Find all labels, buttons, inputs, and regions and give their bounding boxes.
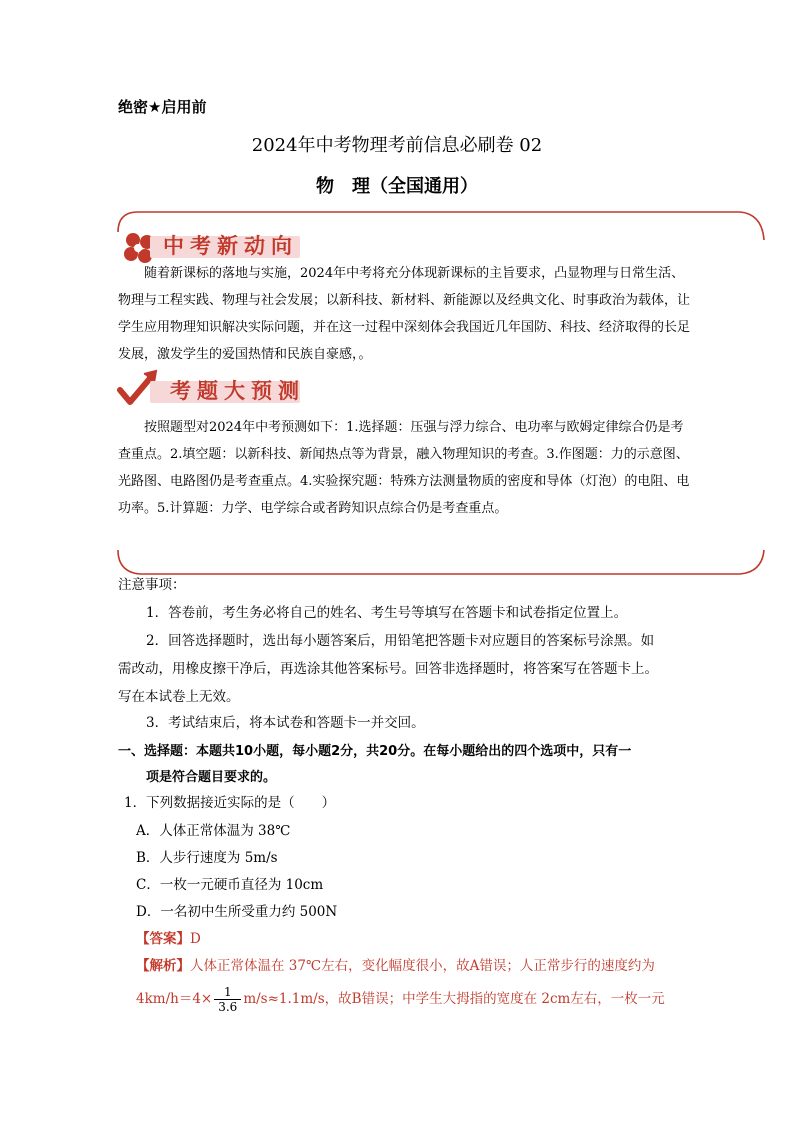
question1-analysis-line1 — [136, 953, 655, 980]
question1-answer — [136, 926, 201, 953]
notes-heading: 注意事项： — [118, 577, 186, 593]
section1-title: 中考新动向 — [163, 234, 298, 258]
notes-item-2-line1: 2．回答选择题时，选出每小题答案后，用铅笔把答题卡对应题目的答案标号涂黑。如 — [146, 633, 655, 649]
analysis-text-2b: m/s≈1.1m/s，故B错误；中学生大拇指的宽度在 2cm左右，一枚一元 — [243, 991, 665, 1007]
question1-option-a: A．人体正常体温为 38℃ — [136, 823, 291, 839]
page-subtitle: 物 理（全国通用） — [316, 176, 478, 197]
fraction-denominator: 3.6 — [218, 1000, 238, 1014]
question1-option-c: C．一枚一元硬币直径为 10cm — [136, 877, 324, 893]
question1-option-b: B．人步行速度为 5m/s — [136, 850, 278, 866]
question1-analysis-line2 — [136, 985, 665, 1014]
answer-value: D — [190, 931, 201, 947]
question1-stem: 1．下列数据接近实际的是（ ） — [124, 795, 336, 811]
page-title: 2024年中考物理考前信息必刷卷 02 — [251, 135, 543, 156]
section-heading-line2: 项是符合题目要求的。 — [146, 770, 277, 785]
analysis-text-2a: 4km/h＝4× — [136, 991, 213, 1007]
answer-label: 【答案】 — [136, 931, 190, 947]
analysis-text-1: 人体正常体温在 37℃左右，变化幅度很小，故A错误；人正常步行的速度约为 — [190, 958, 655, 974]
notes-item-1: 1．答卷前，考生务必将自己的姓名、考生号等填写在答题卡和试卷指定位置上。 — [146, 605, 628, 621]
section2-title: 考题大预测 — [170, 379, 305, 403]
notes-item-2-line3: 写在本试卷上无效。 — [118, 689, 240, 705]
fraction-numerator: 1 — [214, 985, 241, 1000]
fraction — [214, 985, 241, 1014]
section2-text: 按照题型对2024年中考预测如下：1.选择题：压强与浮力综合、电功率与欧姆定律综合仍是考查重点。2.填空题：以新科技、新闻热点等为背景，融入物理知识的考查。3.作图题：力的示意图、光路图、电路图仍是考查重点。4.实验探究题：特殊方法测量物质的密度和导体（灯泡）的电阻、电功率。5.计算题：力学、电学综合或者跨知识点综合仍是考查重点。 — [118, 420, 690, 516]
confidential-label: 绝密★启用前 — [118, 98, 207, 116]
notes-item-3: 3．考试结束后，将本试卷和答题卡一并交回。 — [146, 715, 425, 731]
section-heading-line1: 一、选择题：本题共10小题，每小题2分，共20分。在每小题给出的四个选项中，只有一 — [118, 744, 632, 759]
notes-item-2-line2: 需改动，用橡皮擦干净后，再选涂其他答案标号。回答非选择题时，将答案写在答题卡上。 — [118, 661, 658, 677]
section1-text: 随着新课标的落地与实施，2024年中考将充分体现新课标的主旨要求，凸显物理与日常生活、物理与工程实践、物理与社会发展；以新科技、新材料、新能源以及经典文化、时事政治为载体，让学生应用物理知识解决实际问题，并在这一过程中深刻体会我国近几年国防、科技、经济取得的长足发展，激发学生的爱国热情和民族自豪感，。 — [118, 266, 691, 362]
analysis-label: 【解析】 — [136, 958, 190, 974]
question1-option-d: D．一名初中生所受重力约 500N — [136, 904, 338, 920]
